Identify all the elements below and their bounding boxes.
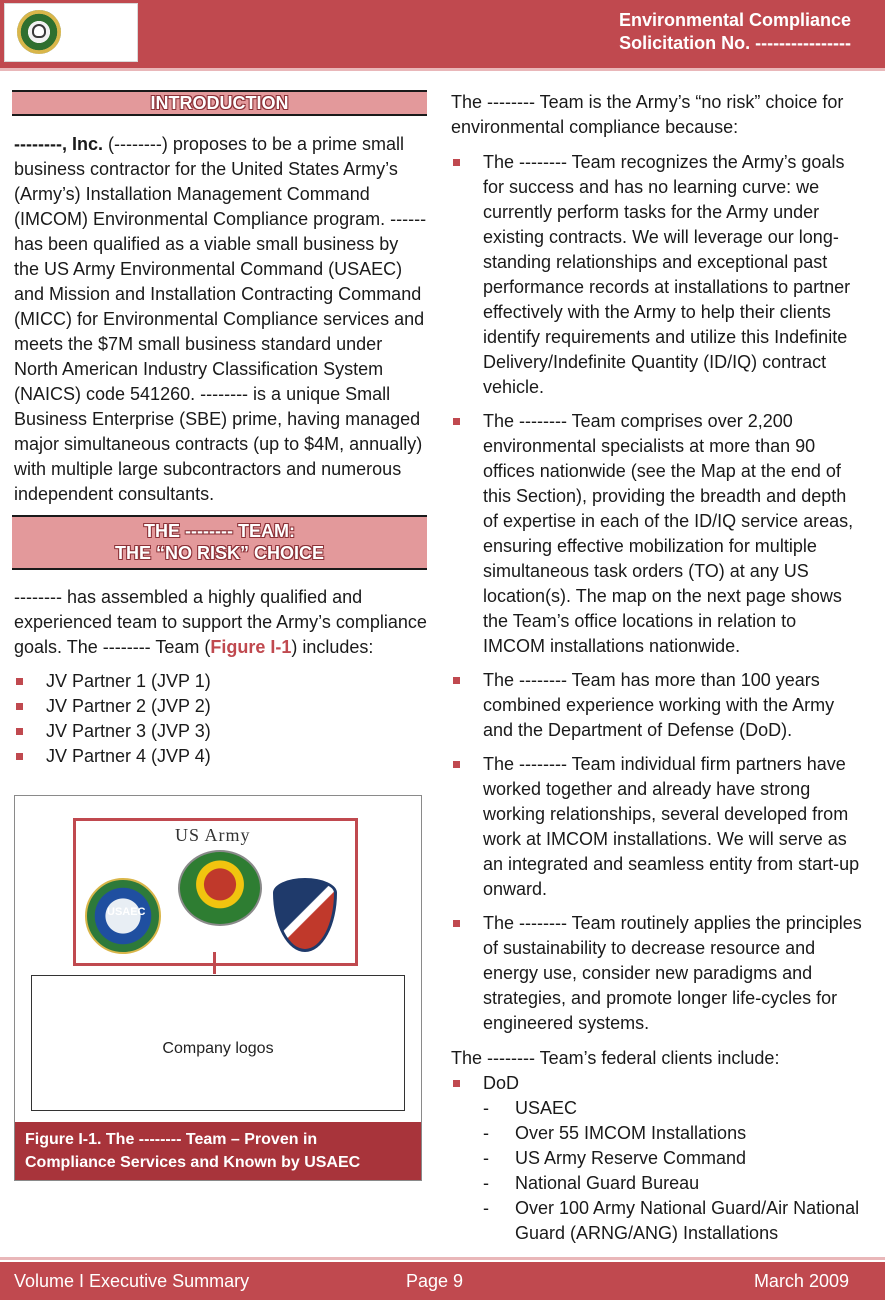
list-item: The -------- Team comprises over 2,200 environmental specialists at more than 90 offices nationwide (see the Map at the end of this Section), providing the breadth and depth of expertise in each of the ID/IQ service areas, ensuring effective mobilization for multiple simultaneous task orders (TO) at any US location(s). The map on the next page shows the Team’s office locations in relation to IMCOM installations nationwide. xyxy=(451,409,863,659)
client-group-label: DoD xyxy=(483,1073,520,1093)
footer-divider xyxy=(0,1257,885,1260)
eagle-icon xyxy=(32,24,46,38)
introduction-heading: INTRODUCTION xyxy=(150,93,289,113)
team-paragraph xyxy=(14,585,428,660)
right-column xyxy=(451,90,863,1246)
figure-team-chart xyxy=(14,795,422,1181)
introduction-body: (--------) proposes to be a prime small business contractor for the United States Army’s (Army’s) Installation Management Command (IMCOM) Environmental Compliance program. ------ has been qualified as a viable small business by the US Army Environmental Command (USAEC) and Mission and Installation Contracting Command (MICC) for Environmental Compliance services and meets the $7M small business standard under North American Industry Classification System (NAICS) code 541260. -------- is a unique Small Business Enterprise (SBE) prime, having managed major simultaneous contracts (up to $4M, annually) with multiple large subcontractors and numerous independent consultants. xyxy=(14,134,427,504)
list-item: - US Army Reserve Command xyxy=(451,1146,863,1171)
team-body-after: ) includes: xyxy=(291,637,374,657)
us-army-label: US Army xyxy=(175,825,251,845)
connector-line xyxy=(213,952,216,974)
no-risk-reasons-list xyxy=(451,150,863,1036)
jv-partner-list xyxy=(14,669,424,769)
section-heading-introduction xyxy=(12,90,427,116)
footer-volume: Volume I Executive Summary xyxy=(14,1271,250,1291)
company-name: --------, Inc. xyxy=(14,134,103,154)
header-title xyxy=(619,9,851,55)
usaec-logo xyxy=(4,3,138,62)
team-body-before: -------- has assembled a highly qualified and experienced team to support the Army’s compliance goals. The -------- Team ( xyxy=(14,587,427,657)
team-heading-line2: THE “NO RISK” CHOICE xyxy=(114,543,324,563)
team-heading-line1: THE -------- TEAM: xyxy=(144,521,295,541)
page-header xyxy=(0,0,885,68)
list-item: JV Partner 1 (JVP 1) xyxy=(14,669,424,694)
figure-reference-link[interactable]: Figure I-1 xyxy=(210,637,292,657)
header-title-line2: Solicitation No. ---------------- xyxy=(619,33,851,53)
list-item: The -------- Team routinely applies the principles of sustainability to decrease resource and energy use, consider new paradigms and strategies, and promote longer life-cycles for engineered systems. xyxy=(451,911,863,1036)
list-item: JV Partner 3 (JVP 3) xyxy=(14,719,424,744)
company-logos-box xyxy=(31,975,405,1111)
usaec-badge-label: USAEC xyxy=(107,906,146,918)
list-item: - USAEC xyxy=(451,1096,863,1121)
section-heading-team xyxy=(12,515,427,570)
client-group-dod xyxy=(451,1071,863,1096)
list-item: - National Guard Bureau xyxy=(451,1171,863,1196)
list-item: - Over 100 Army National Guard/Air National Guard (ARNG/ANG) Installations xyxy=(451,1196,863,1246)
figure-caption: Figure I-1. The -------- Team – Proven in Compliance Services and Known by USAEC xyxy=(15,1122,421,1180)
list-item: - Over 55 IMCOM Installations xyxy=(451,1121,863,1146)
client-group-list xyxy=(451,1071,863,1096)
footer-date: March 2009 xyxy=(753,1271,849,1291)
clients-intro: The -------- Team’s federal clients include: xyxy=(451,1048,780,1068)
list-item: The -------- Team has more than 100 years combined experience working with the Army and the Department of Defense (DoD). xyxy=(451,668,863,743)
company-logos-label: Company logos xyxy=(162,1040,274,1057)
header-divider xyxy=(0,68,885,71)
list-item: JV Partner 4 (JVP 4) xyxy=(14,744,424,769)
page-number: Page 9 xyxy=(406,1271,464,1291)
list-item: The -------- Team recognizes the Army’s goals for success and has no learning curve: we currently perform tasks for the Army under existing contracts. We will leverage our long-standing relationships and exceptional past performance records at installations to partner effectively with the Army to help their clients identify requirements and utilize this Indefinite Delivery/Indefinite Quantity (ID/IQ) contract vehicle. xyxy=(451,150,863,400)
header-title-line1: Environmental Compliance xyxy=(618,10,851,30)
page-footer xyxy=(0,1262,885,1300)
imcom-insignia-icon xyxy=(178,850,262,926)
client-list xyxy=(451,1096,863,1246)
list-item: The -------- Team individual firm partners have worked together and already have strong working relationships, several developed from work at IMCOM installations. We will serve as an integrated and seamless entity from start-up onward. xyxy=(451,752,863,902)
list-item: JV Partner 2 (JVP 2) xyxy=(14,694,424,719)
no-risk-intro: The -------- Team is the Army’s “no risk” choice for environmental compliance because: xyxy=(451,92,844,137)
introduction-paragraph xyxy=(14,132,428,507)
